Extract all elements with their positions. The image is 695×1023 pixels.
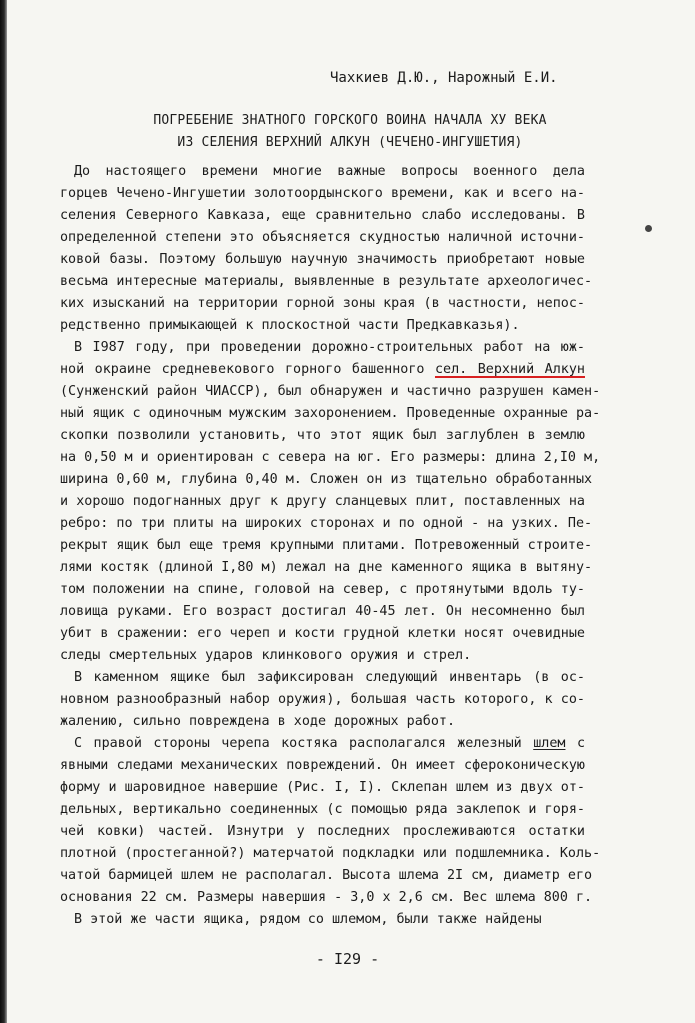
scan-dark-edge bbox=[0, 0, 7, 1023]
text-segment: С правой стороны черепа костяка располагался железный bbox=[74, 736, 534, 751]
text-line: том положении на спине, головой на север, с протянутыми вдоль ту- bbox=[60, 582, 585, 597]
text-line: дельных, вертикально соединенных (с помощью ряда заклепок и горя- bbox=[60, 802, 585, 817]
text-line: скопки позволили установить, что этот ящик был заглублен в землю bbox=[60, 428, 585, 443]
title-line-1: ПОГРЕБЕНИЕ ЗНАТНОГО ГОРСКОГО ВОИНА НАЧАЛА ХУ ВЕКА bbox=[153, 113, 547, 128]
text-line: весьма интересные материалы, выявленные в результате археологичес- bbox=[60, 274, 593, 289]
text-line: ковой базы. Поэтому большую научную значимость приобретают новые bbox=[60, 252, 585, 267]
text-line: лями костяк (длиной I,80 м) лежал на дне каменного ящика в вытяну- bbox=[60, 560, 593, 575]
text-line: В I987 году, при проведении дорожно-строительных работ на юж- bbox=[74, 340, 585, 355]
text-line: на 0,50 м и ориентирован с севера на юг. Его размеры: длина 2,I0 м, bbox=[60, 450, 601, 465]
title-line-2: ИЗ СЕЛЕНИЯ ВЕРХНИЙ АЛКУН (ЧЕЧЕНО-ИНГУШЕТИЯ) bbox=[177, 135, 523, 150]
underlined-place-name: сел. Верхний Алкун bbox=[434, 362, 585, 377]
text-line bbox=[74, 735, 585, 753]
text-line: В каменном ящике был зафиксирован следующий инвентарь (в ос- bbox=[74, 670, 585, 685]
text-line: явными следами механических повреждений. Он имеет сфероконическую bbox=[60, 758, 585, 773]
text-line: ребро: по три плиты на широких сторонах и по одной - на узких. Пе- bbox=[60, 516, 593, 531]
text-line: ловища руками. Его возраст достигал 40-45 лет. Он несомненно был bbox=[60, 604, 585, 619]
text-line: До настоящего времени многие важные вопросы военного дела bbox=[74, 164, 585, 179]
text-line: форму и шаровидное навершие (Рис. I, I). Склепан шлем из двух от- bbox=[60, 780, 585, 795]
text-line: чатой бармицей шлем не располагал. Высота шлема 2I см, диаметр его bbox=[60, 868, 593, 883]
page-number: - I29 - bbox=[315, 950, 380, 968]
text-segment: с bbox=[565, 736, 586, 751]
text-line: жалению, сильно повреждена в ходе дорожных работ. bbox=[60, 714, 456, 729]
text-line: В этой же части ящика, рядом со шлемом, были также найдены bbox=[74, 912, 542, 927]
text-line: редственно примыкающей к плоскостной части Предкавказья). bbox=[60, 318, 520, 333]
authors: Чахкиев Д.Ю., Нарожный Е.И. bbox=[330, 70, 558, 86]
text-line: и хорошо подогнанных друг к другу сланцевых плит, поставленных на bbox=[60, 494, 585, 509]
text-line: плотной (простеганной?) матерчатой подкладки или подшлемника. Коль- bbox=[60, 846, 601, 861]
text-line: (Сунженский район ЧИАССР), был обнаружен и частично разрушен камен- bbox=[60, 384, 601, 399]
text-segment: ной окраине средневекового горного башенного bbox=[60, 362, 435, 377]
text-line: основания 22 см. Размеры навершия - 3,0 х 2,6 см. Вес шлема 800 г. bbox=[60, 890, 593, 905]
scan-speck bbox=[645, 225, 652, 232]
text-line: чей ковки) частей. Изнутри у последних прослеживаются остатки bbox=[60, 824, 585, 839]
underlined-word: шлем bbox=[533, 736, 566, 751]
text-line: горцев Чечено-Ингушетии золотоордынского времени, как и всего на- bbox=[60, 186, 585, 201]
text-line: убит в сражении: его череп и кости грудной клетки носят очевидные bbox=[60, 626, 585, 641]
text-line: определенной степени это объясняется скудностью наличной источни- bbox=[60, 230, 585, 245]
text-line: ширина 0,60 м, глубина 0,40 м. Сложен он из тщательно обработанных bbox=[60, 472, 593, 487]
text-line: рекрыт ящик был еще тремя крупными плитами. Потревоженный строите- bbox=[60, 538, 593, 553]
text-line bbox=[60, 361, 585, 379]
text-line: селения Северного Кавказа, еще сравнительно слабо исследованы. В bbox=[60, 208, 585, 223]
text-line: новном разнообразный набор оружия), большая часть которого, к со- bbox=[60, 692, 585, 707]
text-line: следы смертельных ударов клинкового оружия и стрел. bbox=[60, 648, 472, 663]
text-line: ный ящик с одиночным мужским захоронением. Проведенные охранные ра- bbox=[60, 406, 601, 421]
text-line: ких изысканий на территории горной зоны края (в частности, непос- bbox=[60, 296, 585, 311]
